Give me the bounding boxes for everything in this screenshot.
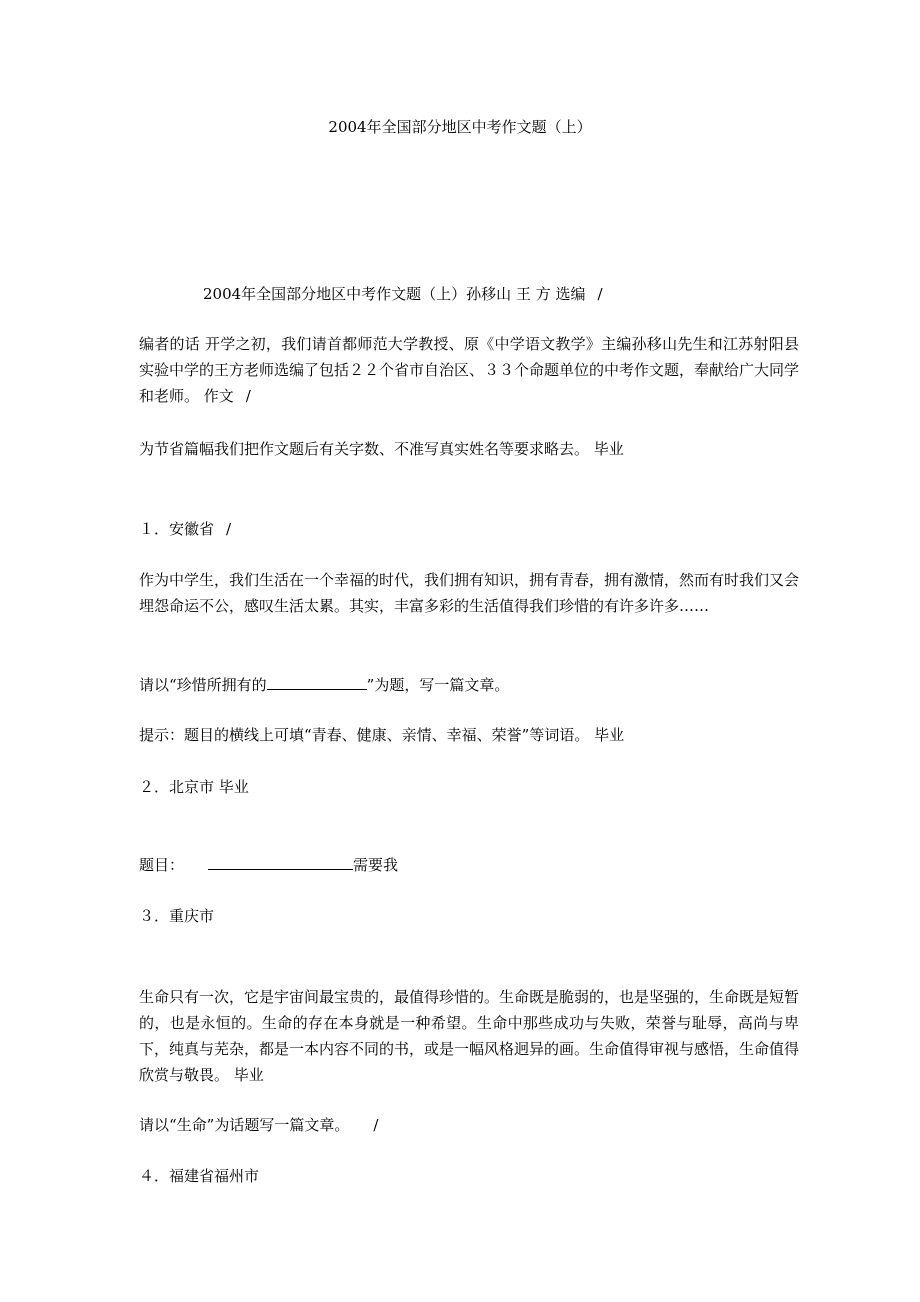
- subtitle-text: 2004年全国部分地区中考作文题（上）孙移山 王 方 选编: [203, 285, 586, 303]
- essay-hint: 提示：题目的横线上可填“青春、健康、亲情、幸福、荣誉”等词语。 毕业: [139, 726, 625, 744]
- fill-blank: [267, 675, 367, 690]
- omission-note: 为节省篇幅我们把作文题后有关字数、不准写真实姓名等要求略去。 毕业: [139, 440, 624, 458]
- essay-prompt: [139, 852, 799, 878]
- section-heading: ３．重庆市: [139, 907, 215, 925]
- essay-prompt-tail: 需要我: [353, 856, 399, 874]
- section-heading: ２．北京市 毕业: [139, 778, 249, 796]
- section-heading-mark: /: [226, 520, 232, 538]
- section-body: 作为中学生，我们生活在一个幸福的时代，我们拥有知识，拥有青春，拥有激情，然而有时我们又会埋怨命运不公，感叹生活太累。其实，丰富多彩的生活值得我们珍惜的有许多许多……: [139, 571, 800, 615]
- essay-prompt-mark: /: [373, 1116, 379, 1134]
- essay-prompt-text: 请以“生命”为话题写一篇文章。: [139, 1116, 350, 1134]
- essay-prompt-tail: ”为题，写一篇文章。: [366, 676, 510, 694]
- subtitle: [203, 281, 863, 307]
- section-body: 生命只有一次，它是宇宙间最宝贵的，最值得珍惜的。生命既是脆弱的，也是坚强的，生命既是短暂的，也是永恒的。生命的存在本身就是一种希望。生命中那些成功与失败，荣誉与耻辱，高尚与卑下，纯真与芜杂，都是一本内容不同的书，或是一幅风格迥异的画。生命值得审视与感悟，生命值得欣赏与敬畏。 毕业: [139, 988, 800, 1084]
- editor-note: [139, 331, 799, 409]
- document-title: 2004年全国部分地区中考作文题（上）: [328, 118, 592, 136]
- section-heading-text: １．安徽省: [139, 520, 215, 538]
- editor-note-text: 编者的话 开学之初，我们请首都师范大学教授、原《中学语文教学》主编孙移山先生和江苏射阳县实验中学的王方老师选编了包括２２个省市自治区、３３个命题单位的中考作文题，奉献给广大同学和老师。 作文: [139, 335, 800, 405]
- essay-prompt: [139, 672, 799, 698]
- subtitle-mark: /: [597, 285, 603, 303]
- section-heading: ４．福建省福州市: [139, 1167, 260, 1185]
- essay-prompt: [139, 1112, 799, 1138]
- essay-prompt-lead: 题目：: [139, 856, 185, 874]
- section-heading: [139, 516, 799, 542]
- editor-note-mark: /: [245, 387, 251, 405]
- fill-blank: [208, 855, 353, 870]
- essay-prompt-lead: 请以“珍惜所拥有的: [139, 676, 267, 694]
